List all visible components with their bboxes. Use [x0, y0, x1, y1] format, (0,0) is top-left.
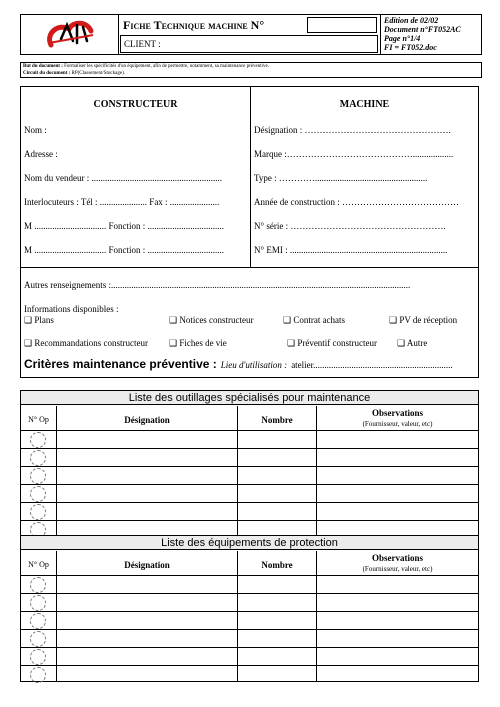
table-row[interactable]	[21, 576, 478, 594]
op-number-circle[interactable]	[30, 613, 46, 629]
machine-heading: MACHINE	[339, 99, 390, 110]
equipements-col-op: N° Op	[28, 560, 49, 569]
edition: Edition de 02/02	[384, 16, 439, 25]
outillages-title: Liste des outillages spécialisés pour maintenance	[21, 391, 478, 405]
document-info	[381, 15, 481, 54]
equipements-col-obs-sub: (Fournisseur, valeur, etc)	[362, 565, 433, 573]
machine-designation[interactable]: Désignation : ………………………………………….	[254, 125, 451, 135]
table-row[interactable]	[21, 467, 478, 485]
op-number-circle[interactable]	[30, 504, 46, 520]
table-row[interactable]	[21, 612, 478, 630]
op-number-circle[interactable]	[30, 450, 46, 466]
constructeur-vendeur[interactable]: Nom du vendeur : ..........................................................	[24, 173, 222, 183]
outillages-col-designation: Désignation	[124, 415, 170, 425]
checkbox-autre[interactable]: ❑ Autre	[397, 338, 428, 348]
op-number-circle[interactable]	[30, 595, 46, 611]
outillages-col-op: N° Op	[28, 415, 49, 424]
outillages-col-obs-sub: (Fournisseur, valeur, etc)	[362, 420, 433, 428]
equipements-col-designation: Désignation	[124, 560, 170, 570]
machine-emi[interactable]: N° EMI : ......................................................................	[254, 245, 448, 255]
document-number: Document n°FT052AC	[384, 25, 461, 34]
constructeur-m1[interactable]: M ................................ Fonction : ..................................	[24, 221, 225, 231]
checkbox-contrat-achats[interactable]: ❑ Contrat achats	[283, 315, 346, 325]
constructeur-nom[interactable]: Nom :	[24, 125, 47, 135]
file-name: FI = FT052.doc	[384, 43, 437, 52]
op-number-circle[interactable]	[30, 577, 46, 593]
machine-annee[interactable]: Année de construction : …………………………………	[254, 197, 459, 207]
equipements-col-observations: Observations	[371, 553, 423, 563]
client-field[interactable]	[120, 35, 378, 53]
table-row[interactable]	[21, 485, 478, 503]
op-number-circle[interactable]	[30, 649, 46, 665]
checkbox-plans[interactable]: ❑ Plans	[24, 315, 54, 325]
constructeur-m2[interactable]: M ................................ Fonction : ..................................	[24, 245, 225, 255]
outillages-col-nombre: Nombre	[261, 415, 293, 425]
table-row[interactable]	[21, 431, 478, 449]
table-row[interactable]	[21, 594, 478, 612]
op-number-circle[interactable]	[30, 667, 46, 683]
op-number-circle[interactable]	[30, 432, 46, 448]
table-row[interactable]	[21, 666, 478, 684]
main-info-box	[20, 86, 479, 378]
document-title: Fiche Technique machine N°	[123, 18, 265, 32]
criteres-line	[24, 355, 453, 373]
section-divider	[21, 267, 478, 268]
checkbox-recommandations[interactable]: ❑ Recommandations constructeur	[24, 338, 149, 348]
constructeur-interlocuteurs[interactable]: Interlocuteurs : Tél : ..................... Fax : ......................	[24, 197, 220, 207]
lieu-value[interactable]: atelier..............................................................	[291, 360, 453, 370]
equipements-col-nombre: Nombre	[261, 560, 293, 570]
outillages-col-observations: Observations	[371, 408, 423, 418]
purpose-line	[23, 64, 269, 69]
machine-marque[interactable]: Marque :……………………………………..................	[254, 149, 454, 159]
informations-label: Informations disponibles :	[24, 304, 119, 314]
table-row[interactable]	[21, 630, 478, 648]
column-divider	[250, 87, 251, 267]
constructeur-heading: CONSTRUCTEUR	[93, 99, 178, 110]
op-number-circle[interactable]	[30, 468, 46, 484]
checkbox-fiches-de-vie[interactable]: ❑ Fiches de vie	[169, 338, 227, 348]
machine-type[interactable]: Type : …………..................................................	[254, 173, 428, 183]
page-number: Page n°1/4	[384, 34, 421, 43]
equipements-title: Liste des équipements de protection	[21, 536, 478, 550]
logo-cell	[21, 15, 119, 54]
document-header	[20, 14, 482, 55]
checkbox-pv-reception[interactable]: ❑ PV de réception	[389, 315, 458, 325]
table-row[interactable]	[21, 648, 478, 666]
machine-serie[interactable]: N° série : …………………………………………….	[254, 221, 446, 231]
title-cell	[119, 15, 381, 54]
outillages-table	[20, 390, 479, 536]
company-logo	[21, 15, 119, 54]
purpose-box	[20, 62, 482, 78]
table-row[interactable]	[21, 503, 478, 521]
but-label: But du document :	[23, 64, 63, 69]
equipements-table	[20, 535, 479, 682]
op-number-circle[interactable]	[30, 486, 46, 502]
autres-renseignements[interactable]: Autres renseignements :.....................................................................................................................................	[24, 280, 411, 290]
checkbox-notices-constructeur[interactable]: ❑ Notices constructeur	[169, 315, 254, 325]
circuit-label: Circuit du document :	[23, 71, 71, 76]
op-number-circle[interactable]	[30, 631, 46, 647]
table-row[interactable]	[21, 449, 478, 467]
criteres-title: Critères maintenance préventive :	[24, 357, 217, 371]
circuit-text: RP(Classement/Stockage).	[70, 71, 125, 76]
but-text: Formaliser les spécificités d'un équipement, afin de permettre, notamment, sa maintenance préventive.	[62, 64, 269, 69]
lieu-label: Lieu d'utilisation :	[220, 360, 288, 370]
machine-number-field[interactable]	[307, 17, 377, 33]
client-label: CLIENT :	[124, 39, 161, 49]
constructeur-adresse[interactable]: Adresse :	[24, 149, 58, 159]
circuit-line	[23, 71, 125, 76]
checkbox-preventif-constructeur[interactable]: ❑ Préventif constructeur	[287, 338, 378, 348]
